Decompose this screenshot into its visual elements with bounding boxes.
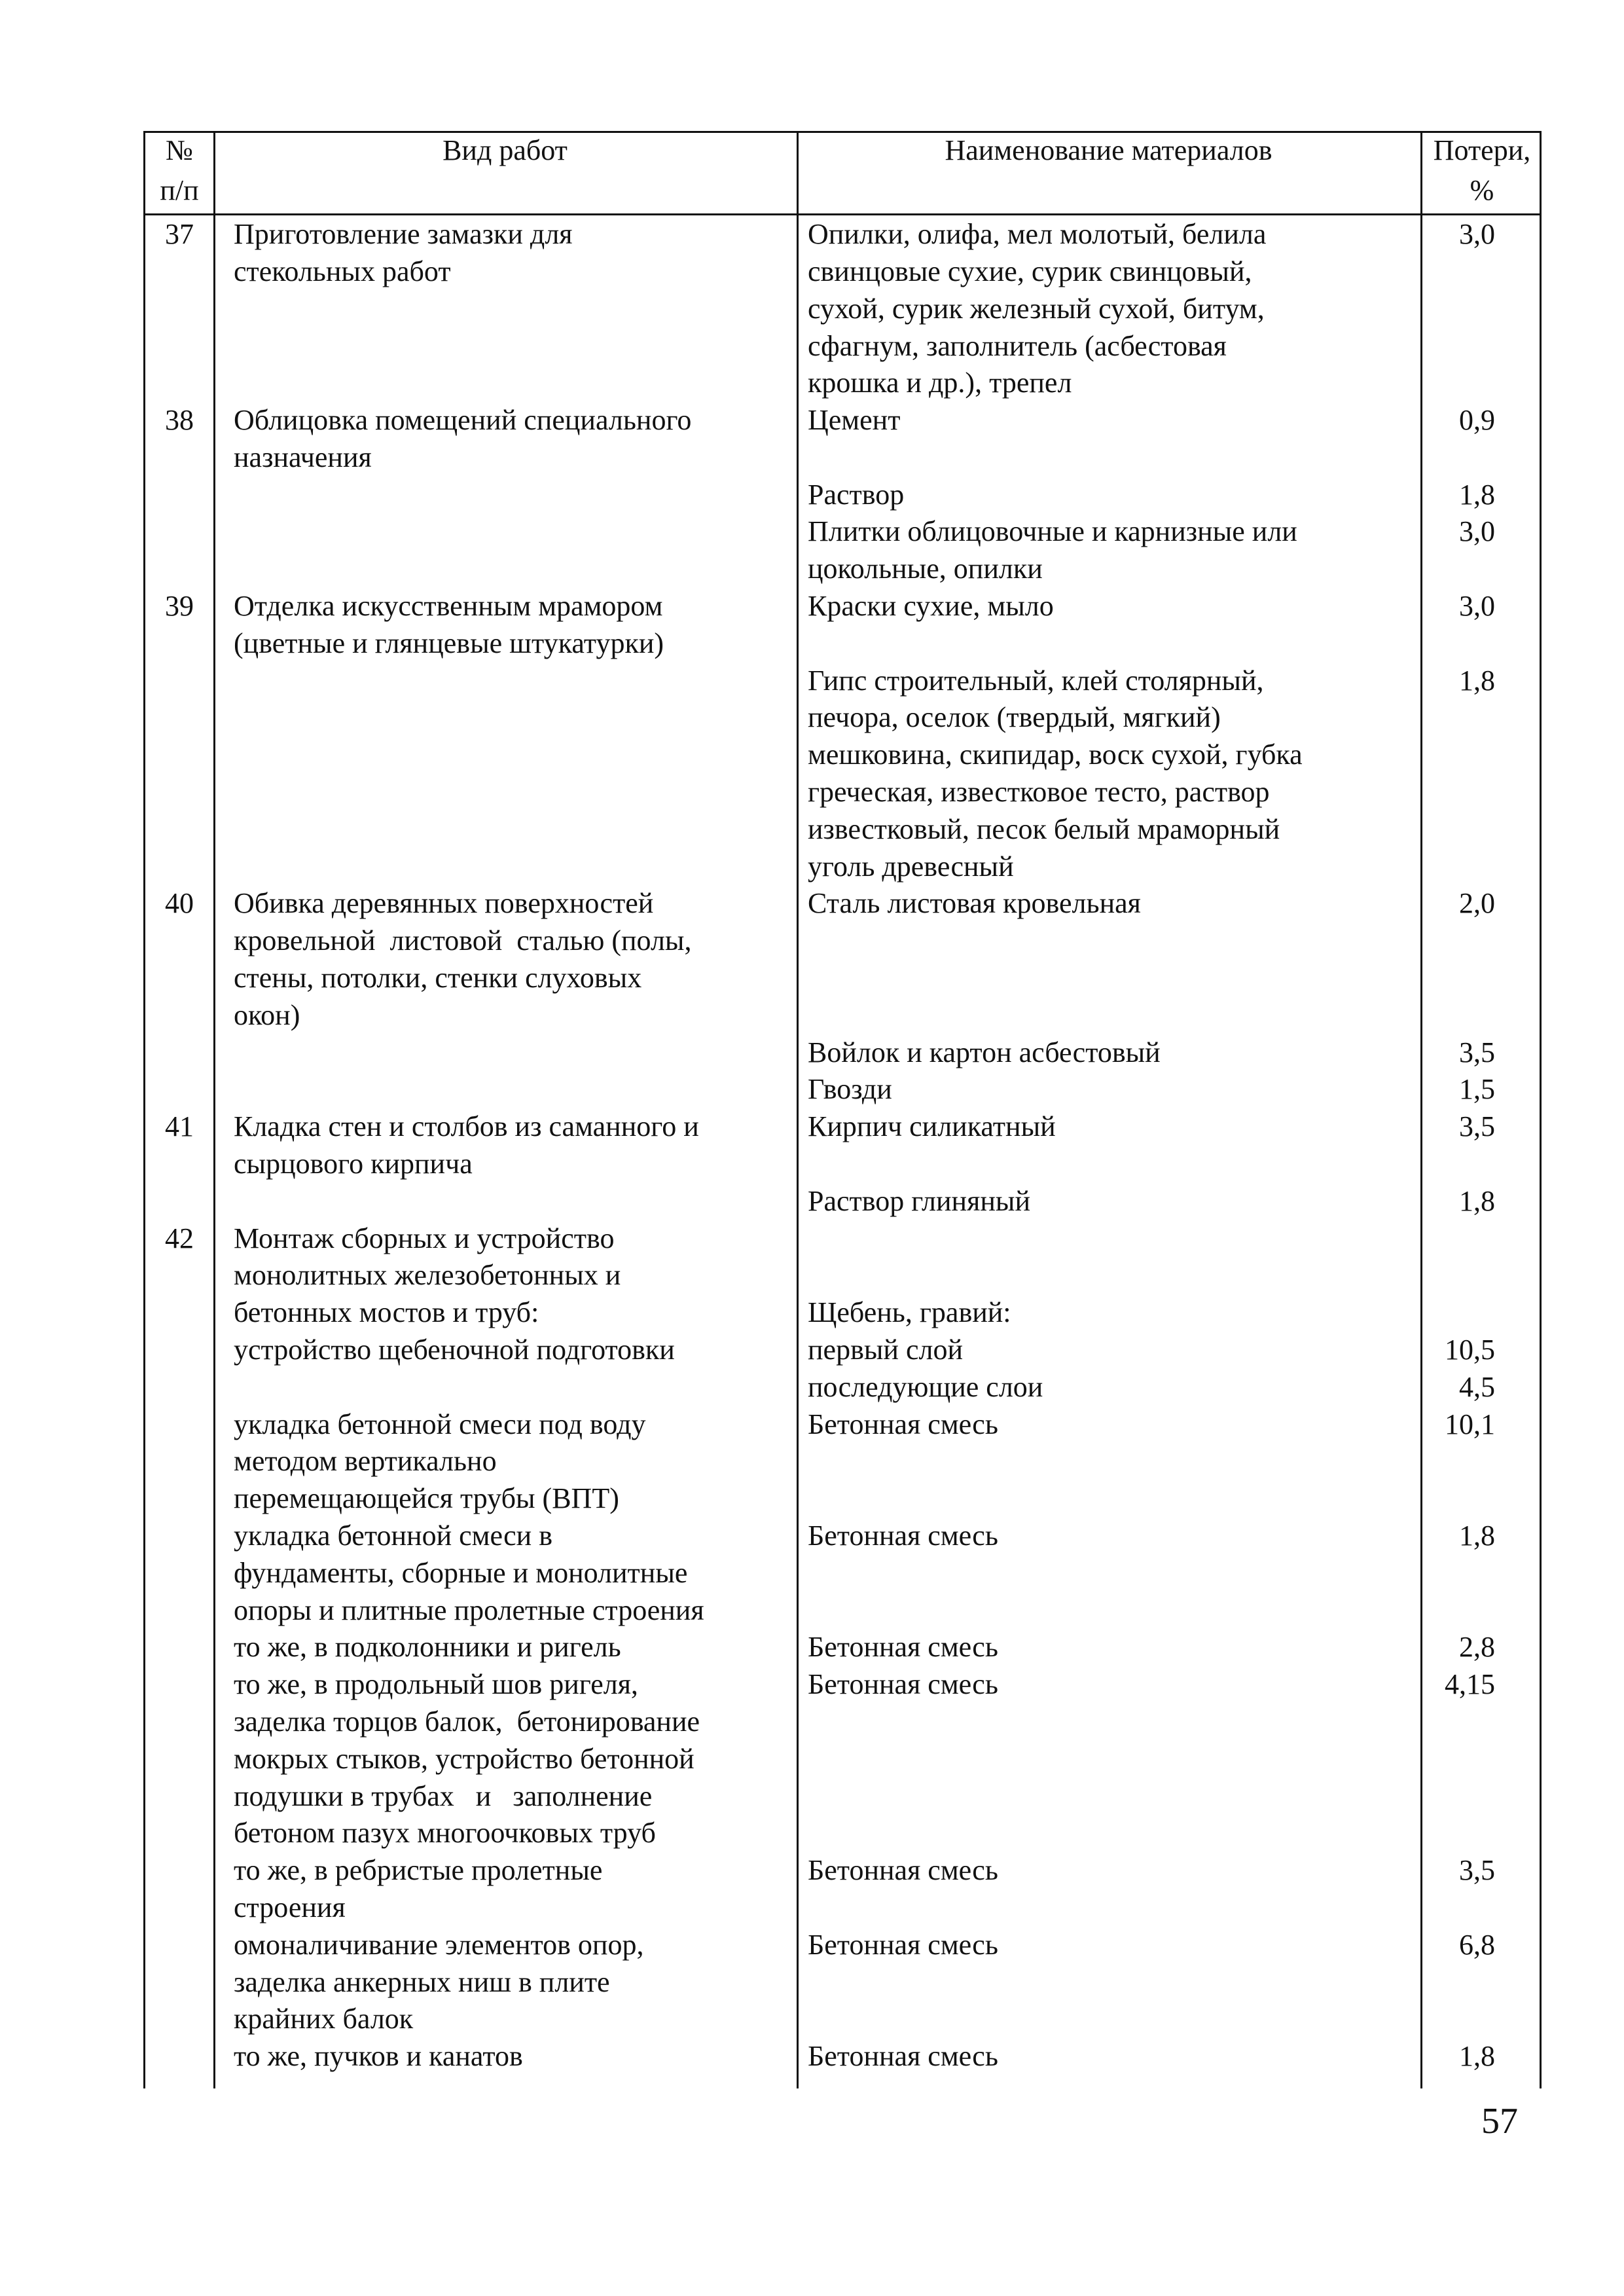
material-line: мешковина, скипидар, воск сухой, губка <box>808 738 1303 771</box>
work-line: стены, потолки, стенки слуховых <box>234 962 642 994</box>
loss-value: 1,8 <box>1459 1520 1495 1552</box>
loss-value: 3,0 <box>1459 218 1495 250</box>
work-line: строения <box>234 1891 346 1923</box>
header-loss-line1: Потери, <box>1433 134 1531 166</box>
material-line: Бетонная смесь <box>808 1929 998 1961</box>
work-line: омоналичивание элементов опор, <box>234 1929 644 1961</box>
loss-value: 1,8 <box>1459 1185 1495 1217</box>
loss-value: 1,8 <box>1459 479 1495 511</box>
work-line: мокрых стыков, устройство бетонной <box>234 1743 695 1775</box>
work-line: Отделка искусственным мрамором <box>234 590 663 622</box>
loss-value: 3,0 <box>1459 515 1495 547</box>
work-line: Монтаж сборных и устройство <box>234 1222 615 1254</box>
loss-value: 3,0 <box>1459 590 1495 622</box>
materials-loss-table <box>143 131 1542 2088</box>
header-loss-line2: % <box>1470 174 1494 206</box>
loss-value: 3,5 <box>1459 1036 1495 1068</box>
work-line: фундаменты, сборные и монолитные <box>234 1557 688 1589</box>
work-line: (цветные и глянцевые штукатурки) <box>234 627 664 659</box>
material-line: Раствор глиняный <box>808 1185 1030 1217</box>
loss-value: 2,8 <box>1459 1631 1495 1663</box>
work-line: Облицовка помещений специального <box>234 404 692 436</box>
loss-value: 4,5 <box>1459 1371 1495 1403</box>
loss-value: 10,5 <box>1445 1334 1495 1366</box>
material-line: сухой, сурик железный сухой, битум, <box>808 293 1265 325</box>
loss-value: 10,1 <box>1445 1408 1495 1440</box>
header-bottom-border <box>145 213 1540 215</box>
work-line: кровельной листовой сталью (полы, <box>234 924 692 957</box>
work-line: заделка торцов балок, бетонирование <box>234 1705 700 1738</box>
material-line: Кирпич силикатный <box>808 1110 1056 1142</box>
header-materials: Наименование материалов <box>945 134 1272 166</box>
header-work: Вид работ <box>442 134 568 166</box>
material-line: крошка и др.), трепел <box>808 367 1072 399</box>
material-line: Раствор <box>808 479 905 511</box>
material-line: первый слой <box>808 1334 963 1366</box>
work-line: заделка анкерных ниш в плите <box>234 1966 610 1998</box>
work-line: то же, пучков и канатов <box>234 2040 523 2072</box>
material-line: Гипс строительный, клей столярный, <box>808 665 1264 697</box>
row-number-37: 37 <box>165 218 194 250</box>
material-line: Цемент <box>808 404 901 436</box>
work-line: Кладка стен и столбов из саманного и <box>234 1110 699 1142</box>
material-line: Сталь листовая кровельная <box>808 887 1141 919</box>
loss-value: 1,8 <box>1459 2040 1495 2072</box>
work-line: монолитных железобетонных и <box>234 1259 621 1291</box>
loss-value: 6,8 <box>1459 1929 1495 1961</box>
material-line: Бетонная смесь <box>808 1854 998 1886</box>
work-line: устройство щебеночной подготовки <box>234 1334 675 1366</box>
row-number-42: 42 <box>165 1222 194 1254</box>
row-number-39: 39 <box>165 590 194 622</box>
material-line: Бетонная смесь <box>808 1631 998 1663</box>
material-line: известковый, песок белый мраморный <box>808 813 1280 845</box>
material-line: сфагнум, заполнитель (асбестовая <box>808 330 1227 362</box>
work-line: методом вертикально <box>234 1445 497 1477</box>
material-line: Краски сухие, мыло <box>808 590 1054 622</box>
work-line: укладка бетонной смеси в <box>234 1520 552 1552</box>
work-line: Приготовление замазки для <box>234 218 573 250</box>
work-line: то же, в ребристые пролетные <box>234 1854 603 1886</box>
header-num-line2: п/п <box>160 174 199 206</box>
work-line: укладка бетонной смеси под воду <box>234 1408 646 1440</box>
col-divider-2 <box>797 131 799 2088</box>
work-line: подушки в трубах и заполнение <box>234 1780 653 1812</box>
work-line: крайних балок <box>234 2003 414 2035</box>
loss-value: 1,5 <box>1459 1073 1495 1105</box>
material-line: греческая, известковое тесто, раствор <box>808 776 1270 808</box>
material-line: уголь древесный <box>808 850 1014 883</box>
material-line: Бетонная смесь <box>808 1408 998 1440</box>
material-line: Плитки облицовочные и карнизные или <box>808 515 1297 547</box>
material-line: Гвозди <box>808 1073 892 1105</box>
loss-value: 3,5 <box>1459 1854 1495 1886</box>
material-line: печора, оселок (твердый, мягкий) <box>808 701 1221 733</box>
material-line: цокольные, опилки <box>808 553 1043 585</box>
work-line: сырцового кирпича <box>234 1148 473 1180</box>
material-line: Войлок и картон асбестовый <box>808 1036 1161 1068</box>
material-line: свинцовые сухие, сурик свинцовый, <box>808 255 1252 287</box>
page-number: 57 <box>1481 2101 1518 2141</box>
row-number-41: 41 <box>165 1110 194 1142</box>
work-line: бетоном пазух многоочковых труб <box>234 1817 656 1849</box>
col-divider-1 <box>213 131 215 2088</box>
work-line: то же, в подколонники и ригель <box>234 1631 621 1663</box>
material-line: Бетонная смесь <box>808 2040 998 2072</box>
col-divider-3 <box>1420 131 1422 2088</box>
material-line: Щебень, гравий: <box>808 1296 1011 1328</box>
material-line: Бетонная смесь <box>808 1520 998 1552</box>
loss-value: 0,9 <box>1459 404 1495 436</box>
loss-value: 3,5 <box>1459 1110 1495 1142</box>
work-line: окон) <box>234 999 300 1031</box>
material-line: Бетонная смесь <box>808 1668 998 1700</box>
row-number-38: 38 <box>165 404 194 436</box>
work-line: перемещающейся трубы (ВПТ) <box>234 1482 619 1514</box>
work-line: Обивка деревянных поверхностей <box>234 887 654 919</box>
work-line: назначения <box>234 441 372 473</box>
material-line: последующие слои <box>808 1371 1043 1403</box>
row-number-40: 40 <box>165 887 194 919</box>
work-line: бетонных мостов и труб: <box>234 1296 539 1328</box>
loss-value: 2,0 <box>1459 887 1495 919</box>
work-line: стекольных работ <box>234 255 451 287</box>
work-line: то же, в продольный шов ригеля, <box>234 1668 638 1700</box>
loss-value: 1,8 <box>1459 665 1495 697</box>
loss-value: 4,15 <box>1445 1668 1495 1700</box>
work-line: опоры и плитные пролетные строения <box>234 1594 704 1626</box>
header-num-line1: № <box>166 134 193 166</box>
material-line: Опилки, олифа, мел молотый, белила <box>808 218 1267 250</box>
